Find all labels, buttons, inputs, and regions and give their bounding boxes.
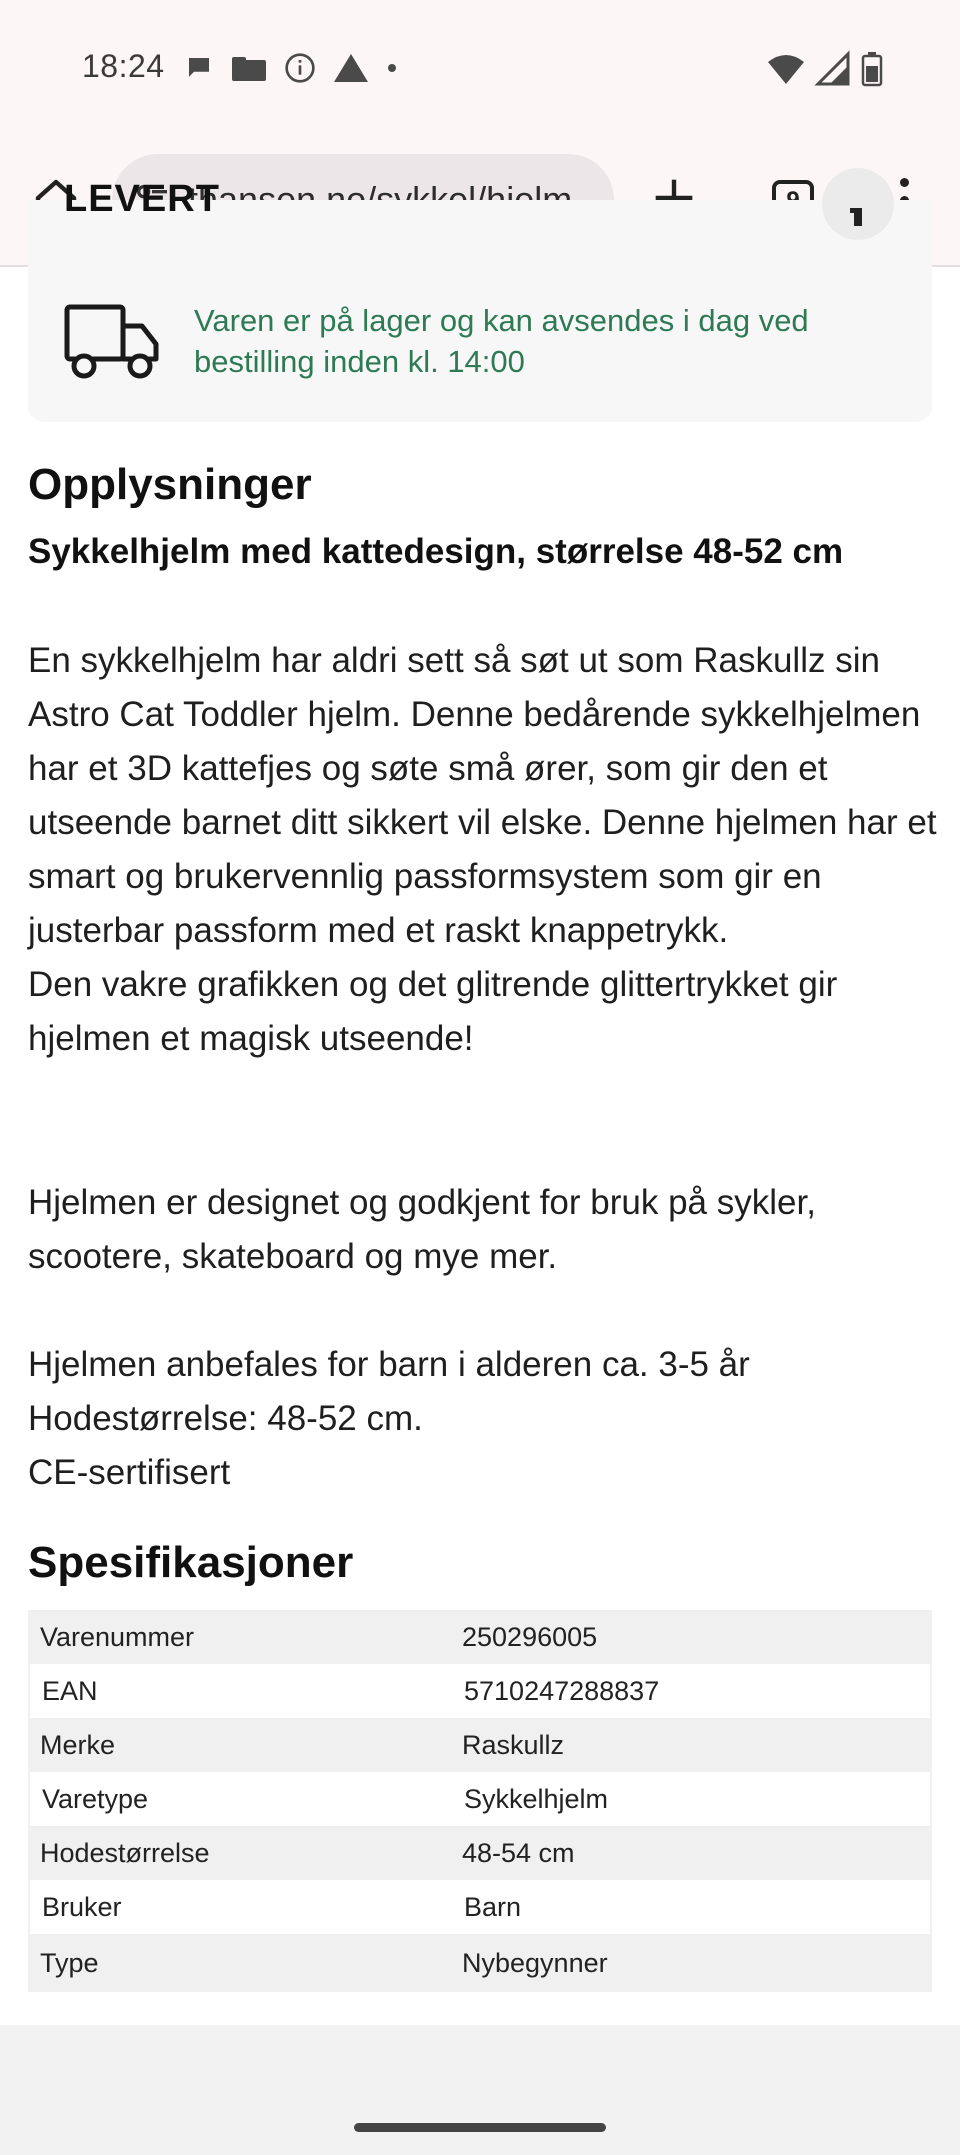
spec-value: 5710247288837 [464, 1675, 660, 1706]
spec-key: Merke [40, 1729, 116, 1760]
status-bar [0, 0, 960, 136]
table-row [30, 1664, 930, 1718]
delivery-status-text: Varen er på lager og kan avsendes i dag ved bestilling inden kl. 14:00 [194, 303, 809, 379]
description-text: En sykkelhjelm har aldri sett så søt ut som Raskullz sin Astro Cat Toddler hjelm. Denne bedårende sykkelhjelmen har et 3D kattefjes og søte små ører, som gir den et utseende barnet ditt sikkert vil elske. Denne hjelmen har et smart og brukervennlig passformsystem som gir en justerbar passform med et raskt knappetrykk. [28, 641, 937, 950]
spec-key: Type [40, 1947, 99, 1978]
spec-value: Nybegynner [462, 1947, 608, 1978]
chat-bubble-icon [184, 53, 214, 83]
description-text: Hjelmen er designet og godkjent for bruk på sykler, scootere, skateboard og mye mer. [28, 1183, 816, 1276]
system-icons [768, 52, 882, 86]
table-row [30, 1880, 930, 1934]
info-icon [822, 168, 894, 240]
spec-value: 250296005 [462, 1621, 598, 1652]
spec-value: Barn [464, 1891, 522, 1922]
status-time: 18:24 [82, 48, 165, 84]
delivery-info-button[interactable] [822, 168, 894, 240]
age-recommendation: Hjelmen anbefales for barn i alderen ca. 3-5 år [28, 1345, 750, 1384]
spec-value: Sykkelhjelm [464, 1783, 609, 1814]
product-subtitle: Sykkelhjelm med kattedesign, størrelse 48-52 cm [28, 532, 844, 571]
description-paragraph-1 [28, 634, 938, 1066]
more-notifications-dot-icon [386, 62, 398, 74]
info-section-title: Opplysninger [28, 460, 312, 509]
wifi-icon [768, 54, 804, 84]
specs-section-title: Spesifikasjoner [28, 1538, 354, 1587]
head-size-text: Hodestørrelse: 48-52 cm. [28, 1399, 423, 1438]
spec-key: Varetype [42, 1783, 149, 1814]
battery-icon [862, 52, 882, 86]
truck-icon [64, 304, 160, 380]
delivery-heading: LEVERT [64, 178, 220, 220]
table-row [30, 1772, 930, 1826]
description-text: Den vakre grafikken og det glitrende glittertrykket gir hjelmen et magisk utseende! [28, 965, 838, 1058]
table-row [28, 1610, 932, 1664]
description-paragraph-2 [28, 1176, 938, 1284]
delivery-status-card [28, 178, 932, 422]
drive-triangle-icon [334, 54, 368, 82]
table-row [28, 1934, 932, 1992]
certification-text: CE-sertifisert [28, 1453, 231, 1492]
folder-icon [232, 55, 266, 81]
spec-key: Bruker [42, 1891, 122, 1922]
spec-value: Raskullz [462, 1729, 565, 1760]
specs-table [28, 1610, 932, 1992]
spec-key: Hodestørrelse [40, 1837, 210, 1868]
info-circle-icon [284, 52, 316, 84]
table-row [28, 1826, 932, 1880]
table-row [28, 1718, 932, 1772]
spec-key: EAN [42, 1675, 98, 1706]
delivery-heading-wrapper [64, 178, 364, 280]
page-footer-band [0, 2025, 960, 2155]
spec-key: Varenummer [40, 1621, 195, 1652]
spec-value: 48-54 cm [462, 1837, 575, 1868]
signal-icon [818, 54, 848, 84]
gesture-navigation-bar[interactable] [354, 2123, 606, 2132]
description-paragraph-3 [28, 1338, 938, 1500]
notification-icons [184, 52, 398, 84]
